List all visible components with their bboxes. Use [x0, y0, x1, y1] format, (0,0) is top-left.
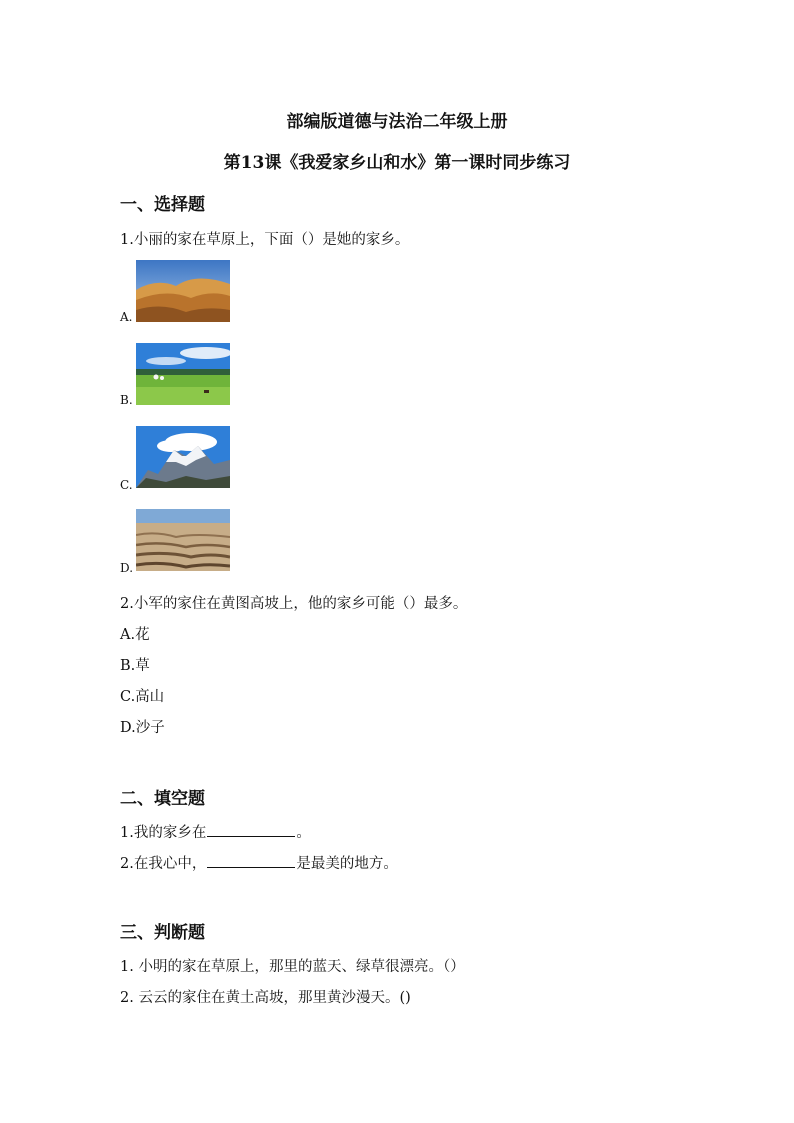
fill-q2-blank[interactable]: [207, 853, 295, 868]
fill-q1-suffix: 。: [296, 825, 311, 841]
judge-question-1: 1. 小明的家在草原上，那里的蓝天、绿草很漂亮。（）: [120, 959, 465, 975]
section-fill-heading: 二、填空题: [120, 789, 205, 809]
judge-question-2: 2. 云云的家住在黄土高坡，那里黄沙漫天。(): [120, 990, 411, 1006]
fill-q2-suffix: 是最美的地方。: [296, 856, 398, 872]
fill-q2-prefix: 2.在我心中，: [120, 856, 207, 872]
document-title: 部编版道德与法治二年级上册: [286, 112, 508, 132]
option-b-label: B.: [120, 393, 133, 407]
snow-mountain-photo: [136, 426, 230, 488]
fill-question-2: [120, 852, 398, 873]
option-d-label: D.: [120, 561, 134, 575]
q2-option-c: C.高山: [120, 689, 165, 705]
grassland-photo: [136, 343, 230, 405]
desert-dunes-photo: [136, 260, 230, 322]
q2-option-a: A.花: [120, 627, 150, 643]
option-a-label: A.: [120, 310, 133, 324]
section-judge-heading: 三、判断题: [120, 923, 205, 943]
q2-option-b: B.草: [120, 658, 150, 674]
fill-q1-prefix: 1.我的家乡在: [120, 825, 207, 841]
fill-q1-blank[interactable]: [207, 822, 295, 837]
fill-question-1: [120, 821, 311, 842]
question-2-text: 2.小军的家住在黄图高坡上，他的家乡可能（）最多。: [120, 596, 468, 612]
question-1-text: 1.小丽的家在草原上，下面（）是她的家乡。: [120, 232, 410, 248]
q2-option-d: D.沙子: [120, 720, 165, 736]
option-c-label: C.: [120, 478, 133, 492]
loess-plateau-photo: [136, 509, 230, 571]
section-choice-heading: 一、选择题: [120, 195, 205, 215]
lesson-title: 第13课《我爱家乡山和水》第一课时同步练习: [223, 153, 571, 173]
